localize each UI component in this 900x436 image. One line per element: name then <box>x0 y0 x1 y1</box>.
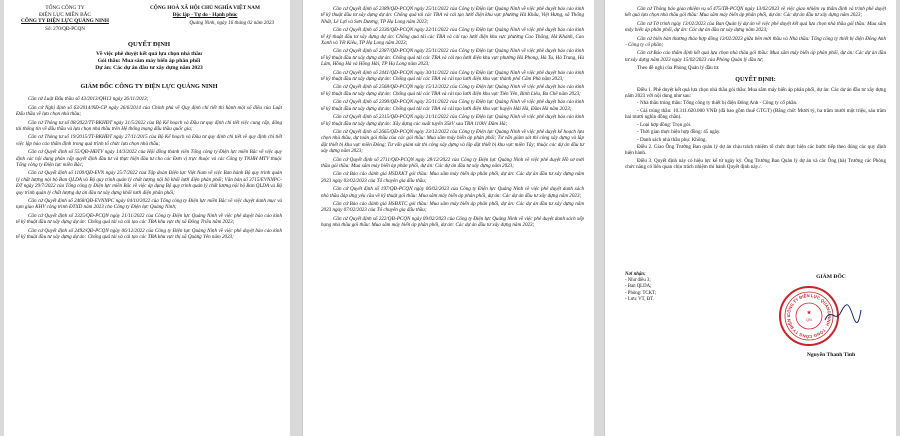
handwritten-signature <box>823 302 863 326</box>
legal-basis-paragraph: Căn cứ Quyết định số 2387/QĐ-PCQN ngày 25/11/2022 của Công ty Điện lực Quảng Ninh về việc phê duyệt báo cáo kinh tế kỹ thuật đầu tư xây dựng dự án: Chống quá tải các TBA và cải tạo lưới điện khu vực phường Hà Phong, Hà Tu, Hà Trung, Hà Lâm, Hồng Hà và Hồng Hải, TP Hạ Long năm 2023; <box>321 48 584 68</box>
document-page-2 <box>302 0 594 436</box>
legal-basis-list <box>16 96 282 240</box>
legal-basis-paragraph: Căn cứ Nghị định số 63/2014/NĐ-CP ngày 26/6/2014 của Chính phủ về Quy định chi tiết thi hành một số điều của Luật Đấu thầu về lựa chọn nhà thầu; <box>16 104 282 118</box>
legal-basis-paragraph: Căn cứ Báo cáo đánh giá HSDXKT gói thầu: Mua sắm máy biến áp phân phối, dự án: Các dự án đầu tư xây dựng năm 2023 ngày 03/02/2023 của Tổ chuyên gia đấu thầu; <box>321 171 584 184</box>
signer-title: GIÁM ĐỐC <box>816 274 846 280</box>
legal-basis-paragraph: Căn cứ Quyết định số 2665/QĐ-PCQN ngày 23/12/2022 của Công ty Điện lực Quảng Ninh về việc phê duyệt kế hoạch lựa chọn nhà thầu, dự toán gói thầu của các gói thầu: Mua sắm máy biến áp phân phối; Tư vấn giám sát thi công xây dựng và lắp đặt thiết bị khu vực miền Đông; Tư vấn giám sát thi công xây dựng và lắp đặt thiết bị khu vực miền Tây; thuộc các dự án đầu tư xây dựng năm 2023; <box>321 128 584 155</box>
legal-basis-paragraph: Căn cứ Quyết định số 2492/QĐ-PCQN ngày 06/12/2022 của Công ty Điện lực Quảng Ninh về việc phê duyệt báo cáo kinh tế kỹ thuật đầu tư xây dựng dự án: Chống quá tải và cải tạo các TBA khu vực thị xã Quảng Yên năm 2023; <box>16 227 282 241</box>
legal-basis-paragraph: Căn cứ Báo cáo đánh giá HSĐXTC gói thầu: Mua sắm máy biến áp phân phối, dự án: Các dự án đầu tư xây dựng năm 2023 ngày 07/02/2023 của Tổ chuyên gia đấu thầu; <box>321 200 584 214</box>
signer-block <box>771 274 891 358</box>
legal-basis-paragraph: Căn cứ Quyết định số 2315/QĐ-PCQN ngày 21/11/2022 của Công ty Điện lực Quảng Ninh về việc phê duyệt báo cáo kinh tế kỹ thuật đầu tư xây dựng dự án: Xây dựng các xuất tuyến 35kV sau TBA 110kV Đầm Hà; <box>321 114 584 127</box>
legal-basis-paragraph: Căn cứ Báo cáo thẩm định kết quả lựa chọn nhà thầu gói thầu: Mua sắm máy biến áp phân phối, dự án: Các dự án đầu tư xây dựng năm 2023 ngày 15/02/2023 của Phòng Quản lý đầu tư; <box>625 50 886 63</box>
signer-name: Nguyễn Thanh Tình <box>806 352 856 358</box>
article-1-item: - Danh sách nhà thầu phụ: Không. <box>637 136 707 143</box>
document-page-3 <box>604 0 896 436</box>
document-title: QUYẾT ĐỊNH <box>127 41 171 49</box>
recipient-item: - Lưu: VT, ĐT. <box>625 296 654 302</box>
legal-basis-paragraph: Căn cứ Tờ trình ngày 13/02/2023 của Ban Quản lý dự án về việc phê duyệt kết quả lựa chọn nhà thầu gói thầu: Mua sắm máy biến áp phân phối, dự án: Các dự án đầu tư xây dựng năm 2023; <box>625 20 886 34</box>
legal-basis-list <box>625 6 886 72</box>
issue-date: Quảng Ninh, ngày 16 tháng 02 năm 2023 <box>189 20 274 27</box>
recipients-title: Nơi nhận: <box>625 272 646 277</box>
document-number: Số: 270/QĐ-PCQN <box>45 25 85 32</box>
legal-basis-paragraph: Căn cứ Quyết định số 2389/QĐ-PCQN ngày 25/11/2022 của Công ty Điện lực Quảng Ninh về việc phê duyệt báo cáo kinh tế kỹ thuật đầu tư xây dựng dự án: Chống quá tải các TBA và cải tạo lưới điện khu vực phường Hà Khẩu, Việt Hưng, xã Thống Nhất, Lê Lợi và Sơn Dương, TP Hạ Long năm 2023; <box>321 6 584 25</box>
recipient-item: - Ban QLDA; <box>625 284 652 290</box>
article-1: Điều 1. Phê duyệt kết quả lựa chọn nhà thầu gói thầu: Mua sắm máy biến áp phân phối, dự án: Các dự án đầu tư xây dựng năm 2023 với nội dung như sau: <box>625 86 886 100</box>
org-parent: TỔNG CÔNG TY <box>45 5 85 11</box>
recipient-item: - Phòng: TCKT; <box>625 290 657 296</box>
legal-basis-paragraph: Căn cứ Quyết định số 222/QĐ-PCQN ngày 09/02/2023 của Công ty Điện lực Quảng Ninh về việc phê duyệt danh sách xếp hạng nhà thầu gói thầu: Mua sắm máy biến áp phân phối, dự án: Các dự án đầu tư xây dựng năm 2023; <box>321 215 584 229</box>
decision-heading: QUYẾT ĐỊNH: <box>735 76 776 83</box>
subject-line-2: Gói thầu: Mua sắm máy biến áp phân phối <box>97 58 201 65</box>
subject-line-1: Về việc phê duyệt kết quả lựa chọn nhà thầu <box>95 51 203 58</box>
svg-text:QN: QN <box>806 318 812 322</box>
article-1-item: - Thời gian thực hiện hợp đồng: 45 ngày. <box>637 129 721 136</box>
svg-text:★: ★ <box>806 310 812 316</box>
legal-basis-paragraph: Căn cứ Quyết định số 2568/QĐ-PCQN ngày 15/12/2022 của Công ty Điện lực Quảng Ninh về việc phê duyệt báo cáo kinh tế kỹ thuật đầu tư xây dựng dự án: Chống quá tải các TBA và cải tạo lưới điện khu vực Tiên Yên, Bình Liêu, Ba Chẽ năm 2023; <box>321 84 584 97</box>
legal-basis-paragraph: Căn cứ Quyết định số 197/QĐ-PCQN ngày 06/02/2023 của Công ty Điện lực Quảng Ninh về việc phê duyệt danh sách nhà thầu đáp ứng yêu cầu về kỹ thuật gói thầu: Mua sắm máy biến áp phân phối, dự án: Các dự án đầu tư xây dựng năm 2023; <box>321 186 584 199</box>
legal-basis-paragraph: Theo đề nghị của Phòng Quản lý đầu tư. <box>637 65 720 72</box>
subject-line-3: Dự án: Các dự án đầu tư xây dựng năm 2023 <box>95 65 203 72</box>
legal-basis-paragraph: Căn cứ Quyết định số 1100/QĐ-EVN ngày 25/7/2022 của Tập đoàn Điện lực Việt Nam về việc Ban hành Bộ quy trình quản lý chất lượng nội bộ Ban QLDA và Bộ quy trình quản lý chất lượng nội bộ khối lưới điện phân phối; Văn bản số 3715/EVNNPC-ĐT ngày 29/7/2022 của Tổng công ty Điện lực miền Bắc về việc áp dụng Bộ quy trình quản lý chất lượng nội bộ Ban QLDA và Bộ quy trình quản lý chất lượng dự án đầu tư xây dựng khối lưới điện phân phối; <box>16 170 282 196</box>
legal-basis-paragraph: Căn cứ Quyết định số 2711/QĐ-PCQN ngày 28/12/2022 của Công ty Điện lực Quảng Ninh về việc phê duyệt Hồ sơ mời thầu gói thầu: Mua sắm máy biến áp phân phối, dự án: Các dự án đầu tư xây dựng năm 2023; <box>321 156 584 169</box>
legal-basis-paragraph: Căn cứ Quyết định số 2336/QĐ-PCQN ngày 22/11/2022 của Công ty Điện lực Quảng Ninh về việc phê duyệt báo cáo kinh tế kỹ thuật đầu tư xây dựng dự án: Chống quá tải các TBA và cải tạo lưới điện khu vực phường Cao Thắng, Hà Khánh, Cao Xanh và Yết Kiêu, TP Hạ Long năm 2023; <box>321 27 584 47</box>
legal-basis-paragraph: Căn cứ Thông tư số 19/2015/TT-BKHĐT ngày 27/11/2015 của Bộ Kế hoạch và Đầu tư quy định chi tiết về quy định chi tiết việc lập báo cáo thẩm định trong quá trình tổ chức lựa chọn nhà thầu; <box>16 134 282 147</box>
legal-basis-paragraph: Căn cứ Thông tư số 08/2022/TT-BKHĐT ngày 31/5/2022 của Bộ Kế hoạch và Đầu tư quy định chi tiết việc cung cấp, đăng tải thông tin về đấu thầu và lựa chọn nhà thầu trên Hệ thống mạng đấu thầu quốc gia; <box>16 119 282 132</box>
article-1-items <box>625 100 886 142</box>
director-heading: GIÁM ĐỐC CÔNG TY ĐIỆN LỰC QUẢNG NINH <box>80 83 218 91</box>
article-1-item: - Loại hợp đồng: Trọn gói. <box>637 121 692 128</box>
legal-basis-paragraph: Căn cứ Quyết định số 2325/QĐ-PCQN ngày 21/11/2022 của Công ty Điện lực Quảng Ninh về việc phê duyệt báo cáo kinh tế kỹ thuật đầu tư xây dựng dự án: Chống quá tải và cải tạo các TBA khu vực thị xã Đông Triều năm 2023; <box>16 212 282 226</box>
document-page-1 <box>4 0 290 436</box>
legal-basis-paragraph: Căn cứ biên bản thương thảo hợp đồng 13/02/2023 giữa bên mời thầu và Nhà thầu: Tổng công ty thiết bị điện Đông Anh - Công ty cổ phần; <box>625 35 886 49</box>
legal-basis-paragraph: Căn cứ Quyết định số 2441/QĐ-PCQN ngày 30/11/2022 của Công ty Điện lực Quảng Ninh về việc phê duyệt báo cáo kinh tế kỹ thuật đầu tư xây dựng dự án: Chống quá tải các TBA và cải tạo lưới điện khu vực thành phố Cẩm Phả năm 2023; <box>321 69 584 83</box>
article-3: Điều 3. Quyết định này có hiệu lực kể từ ngày ký. Ông Trưởng Ban Quản lý dự án và các Ông (bà) Trưởng các Phòng chức năng có liên quan chịu trách nhiệm thi hành Quyết định này./. <box>625 157 886 171</box>
recipient-item: - Như điều 3; <box>625 278 651 284</box>
legal-basis-list <box>321 6 584 229</box>
nation-title: CỘNG HOÀ XÃ HỘI CHỦ NGHĨA VIỆT NAM <box>149 5 261 11</box>
recipients-block <box>625 272 656 303</box>
nation-block <box>128 5 282 32</box>
article-2: Điều 2. Giao Ông Trưởng Ban quản lý dự án chịu trách nhiệm tổ chức thực hiện các bước tiếp theo đúng các quy định hiện hành. <box>625 143 886 157</box>
nation-motto: Độc lập - Tự do - Hạnh phúc <box>172 11 238 18</box>
legal-basis-paragraph: Căn cứ Luật Đấu thầu số 43/2013/QH13 ngày 26/11/2013; <box>28 96 149 103</box>
legal-basis-paragraph: Căn cứ Quyết định số 55/QĐ-HĐTV ngày 14/3/2022 của Hội đồng thành viên Tổng công ty Điện lực miền Bắc về việc quy định các nội dung phân cấp quyết định đầu tư và thực hiện đầu tư cho các Đơn vị trực thuộc và các Công ty TNHH MTV thuộc Tổng công ty Điện lực miền Bắc; <box>16 149 282 169</box>
signature-block <box>625 272 886 436</box>
article-1-item: - Nhà thầu trúng thầu: Tổng công ty thiết bị điện Đông Anh - Công ty cổ phần. <box>637 100 798 107</box>
org-name: CÔNG TY ĐIỆN LỰC QUẢNG NINH <box>21 18 109 25</box>
article-1-item: - Giá trúng thầu: 10.311.620.000 VNĐ (đã bao gồm thuế GTGT) (Bằng chữ: Mười tỷ, ba trăm mười một triệu, sáu trăm hai mươi nghìn đồng chẵn). <box>625 107 886 121</box>
org-parent-2: ĐIỆN LỰC MIỀN BẮC <box>39 11 91 18</box>
legal-basis-paragraph: Căn cứ Quyết định số 2468/QĐ-EVNNPC ngày 04/10/2022 của Tổng công ty Điện lực miền Bắc về việc duyệt danh mục và tạm giao KHV công trình ĐTXD năm 2023 cho Công ty Điện lực Quảng Ninh; <box>16 198 282 211</box>
legal-basis-paragraph: Căn cứ Thông báo giao nhiệm vụ số 475/TB-PCQN ngày 13/02/2023 về việc giao nhiệm vụ thẩm định và trình phê duyệt kết quả lựa chọn nhà thầu gói thầu: Mua sắm máy biến áp phân phối, dự án: Các dự án đầu tư xây dựng năm 2023; <box>625 6 886 19</box>
recipients-list <box>625 278 656 303</box>
legal-basis-paragraph: Căn cứ Quyết định số 2390/QĐ-PCQN ngày 25/11/2022 của Công ty Điện lực Quảng Ninh về việc phê duyệt báo cáo kinh tế kỹ thuật đầu tư xây dựng dự án: Chống quá tải các TBA và cải tạo lưới điện khu vực huyện Hải Hà, Đầm Hà năm 2023; <box>321 99 584 112</box>
document-header <box>16 5 282 32</box>
svg-text:CÔNG TY ĐIỆN LỰC QUẢNG NINH ·: CÔNG TY ĐIỆN LỰC QUẢNG NINH · TỔNG CÔNG TY ĐIỆN L <box>785 292 833 340</box>
issuer-block <box>16 5 114 32</box>
